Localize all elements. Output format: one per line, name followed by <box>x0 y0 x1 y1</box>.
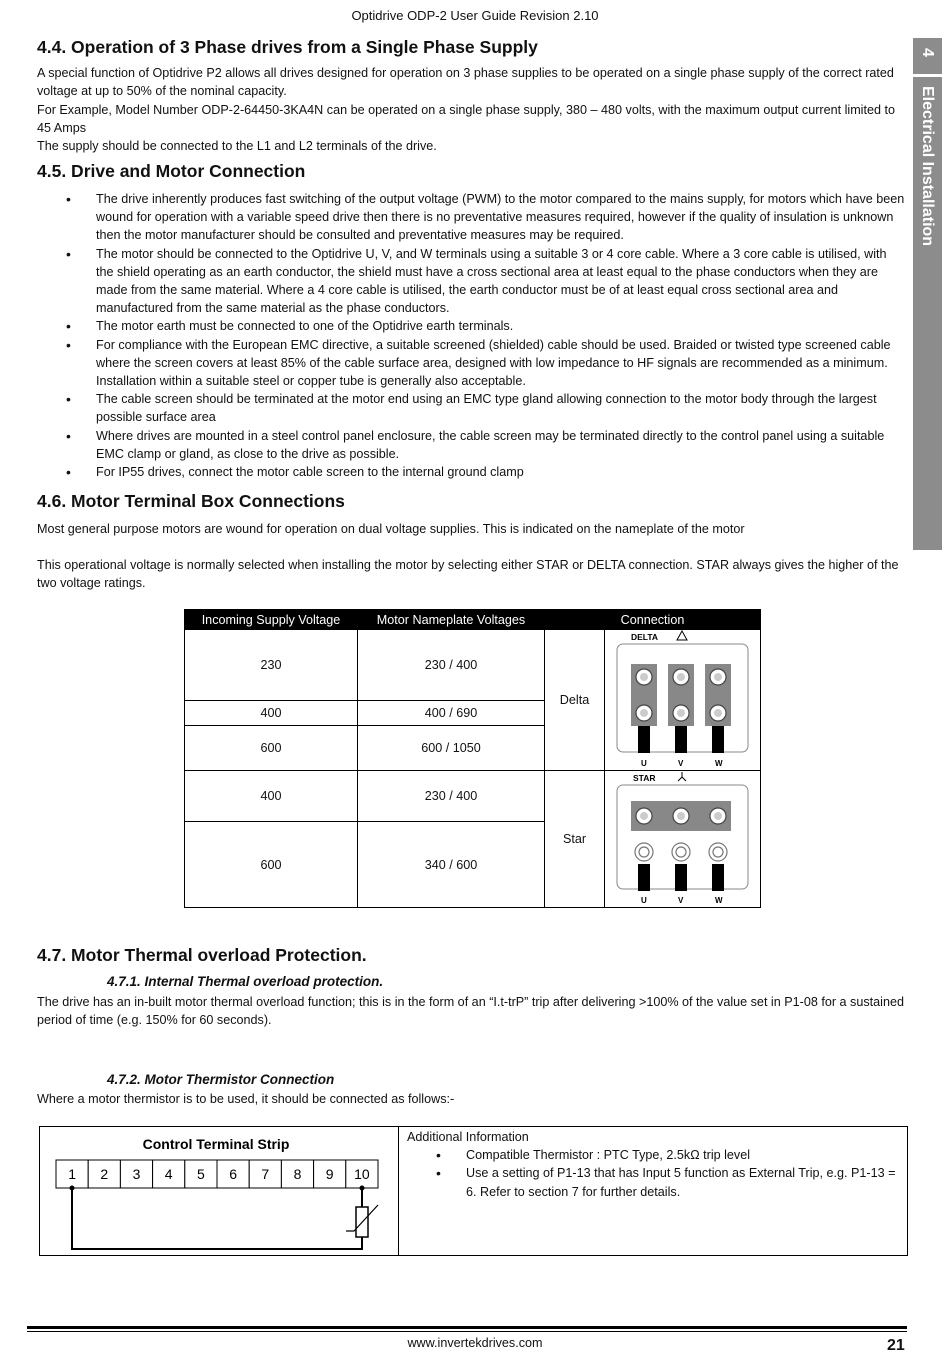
side-tab-number: 4 <box>919 48 936 57</box>
list-item: • For IP55 drives, connect the motor cable screen to the internal ground clamp <box>37 463 907 481</box>
list-item: • The motor should be connected to the Optidrive U, V, and W terminals using a suitable 3 or 4 core cable. Where a 3 core cable is utilised, with the shield operating as an earth conductor, the shield must have a cross sectional area at least equal to the phase conductors when they are made from the same material. Where a 4 core cable is utilised, the earth conductor must be of at least equal cross sectional area and manufactured from the same material as the phase conductors. <box>37 245 907 318</box>
terminal-label: 1 <box>68 1166 76 1182</box>
terminal-label: 5 <box>197 1166 205 1182</box>
voltage-connection-table <box>184 609 761 908</box>
terminal-label: 7 <box>261 1166 270 1182</box>
table-cell: 600 <box>185 725 358 770</box>
table-cell: 230 <box>185 630 358 701</box>
s47-para-1: The drive has an in-built motor thermal overload function; this is in the form of an “I.t-trP” trip after delivering >100% of the value set in P1-08 for a sustained period of time (e.g. 150% for 60 seconds). <box>37 995 904 1028</box>
box-divider <box>398 1127 399 1255</box>
terminal-label: 10 <box>354 1166 370 1182</box>
delta-terminal-w: W <box>715 759 723 768</box>
strip-title: Control Terminal Strip <box>142 1136 290 1152</box>
delta-label: DELTA <box>631 632 659 642</box>
star-diagram-cell <box>605 771 761 908</box>
terminal-label: 3 <box>132 1166 141 1182</box>
side-tab-label: Electrical Installation <box>919 86 936 247</box>
terminal-label: 6 <box>229 1166 237 1182</box>
delta-connection-diagram <box>605 630 760 770</box>
s47-para-2: Where a motor thermistor is to be used, it should be connected as follows:- <box>37 1092 455 1106</box>
footer-rule-thin <box>27 1331 907 1332</box>
additional-info-list <box>407 1146 902 1201</box>
subsection-4-7-2-heading: 4.7.2. Motor Thermistor Connection <box>107 1072 335 1087</box>
col-header-supply: Incoming Supply Voltage <box>185 610 358 630</box>
s44-para-2: For Example, Model Number ODP-2-64450-3KA4N can be operated on a single phase supply, 380 – 480 volts, with the maximum output current limited to 45 Amps <box>37 103 895 136</box>
list-item: • Use a setting of P1-13 that has Input 5 function as External Trip, e.g. P1-13 = 6. Refer to section 7 for further details. <box>407 1164 902 1200</box>
table-cell: 340 / 600 <box>358 822 545 908</box>
delta-terminal-v: V <box>678 759 684 768</box>
footer-url: www.invertekdrives.com <box>407 1336 543 1350</box>
section-4-7-heading: 4.7. Motor Thermal overload Protection. <box>37 945 367 965</box>
thermistor-icon <box>346 1205 378 1237</box>
s46-para-2: This operational voltage is normally selected when installing the motor by selecting either STAR or DELTA connection. STAR always gives the higher of the two voltage ratings. <box>37 558 899 591</box>
table-cell: 400 / 690 <box>358 700 545 725</box>
star-terminal-v: V <box>678 896 684 905</box>
s44-para-3: The supply should be connected to the L1 and L2 terminals of the drive. <box>37 139 437 153</box>
subsection-4-7-1-heading: 4.7.1. Internal Thermal overload protection. <box>107 974 384 989</box>
section-4-4-heading: 4.4. Operation of 3 Phase drives from a Single Phase Supply <box>37 37 538 57</box>
s46-para-1: Most general purpose motors are wound for operation on dual voltage supplies. This is indicated on the nameplate of the motor <box>37 522 745 536</box>
terminal-label: 9 <box>325 1166 334 1182</box>
section-4-5-heading: 4.5. Drive and Motor Connection <box>37 161 306 181</box>
star-connection-diagram <box>605 771 760 907</box>
terminal-label: 8 <box>293 1166 302 1182</box>
page-number: 21 <box>887 1337 905 1354</box>
control-terminal-strip-diagram <box>40 1127 398 1255</box>
terminal-strip-cells <box>56 1160 378 1188</box>
side-tab-number-box <box>913 38 942 77</box>
table-cell: 230 / 400 <box>358 630 545 701</box>
delta-group-label: Delta <box>545 630 605 771</box>
star-label: STAR <box>633 773 656 783</box>
star-terminal-w: W <box>715 896 723 905</box>
terminal-label: 2 <box>100 1166 109 1182</box>
table-cell: 600 <box>185 822 358 908</box>
star-terminal-u: U <box>641 896 647 905</box>
table-cell: 400 <box>185 771 358 822</box>
s45-bullet-list <box>37 190 907 481</box>
s44-para-1: A special function of Optidrive P2 allows all drives designed for operation on 3 phase supplies to be operated on a single phase supply of the correct rated voltage at up to 50% of the nominal capacity. <box>37 66 894 99</box>
thermistor-connection-box <box>39 1126 908 1256</box>
table-cell: 230 / 400 <box>358 771 545 822</box>
section-4-6-heading: 4.6. Motor Terminal Box Connections <box>37 491 345 511</box>
col-header-nameplate: Motor Nameplate Voltages <box>358 610 545 630</box>
col-header-connection: Connection <box>545 610 761 630</box>
footer-rule <box>27 1326 907 1329</box>
list-item: • Where drives are mounted in a steel control panel enclosure, the cable screen may be terminated directly to the control panel using a suitable EMC clamp or gland, as close to the drive as possible. <box>37 427 907 463</box>
list-item: • Compatible Thermistor : PTC Type, 2.5kΩ trip level <box>407 1146 902 1164</box>
list-item: • The motor earth must be connected to one of the Optidrive earth terminals. <box>37 317 907 335</box>
list-item: • The drive inherently produces fast switching of the output voltage (PWM) to the motor compared to the mains supply, for motors which have been wound for operation with a variable speed drive then there is no preventative measures required, however if the quality of insulation is unknown then the motor manufacturer should be consulted and preventative measures may be required. <box>37 190 907 245</box>
table-cell: 400 <box>185 700 358 725</box>
terminal-label: 4 <box>164 1166 173 1182</box>
page-header: Optidrive ODP-2 User Guide Revision 2.10 <box>351 8 599 23</box>
additional-info-title: Additional Information <box>407 1130 529 1144</box>
star-group-label: Star <box>545 771 605 908</box>
delta-terminal-u: U <box>641 759 647 768</box>
list-item: • The cable screen should be terminated at the motor end using an EMC type gland allowing connection to the motor body through the largest possible surface area <box>37 390 907 426</box>
delta-diagram-cell <box>605 630 761 771</box>
table-cell: 600 / 1050 <box>358 725 545 770</box>
list-item: • For compliance with the European EMC directive, a suitable screened (shielded) cable should be used. Braided or twisted type screened cable where the screen covers at least 85% of the cable surface area, designed with low impedance to HF signals are recommended as a minimum. Installation within a suitable steel or copper tube is generally also acceptable. <box>37 336 907 391</box>
